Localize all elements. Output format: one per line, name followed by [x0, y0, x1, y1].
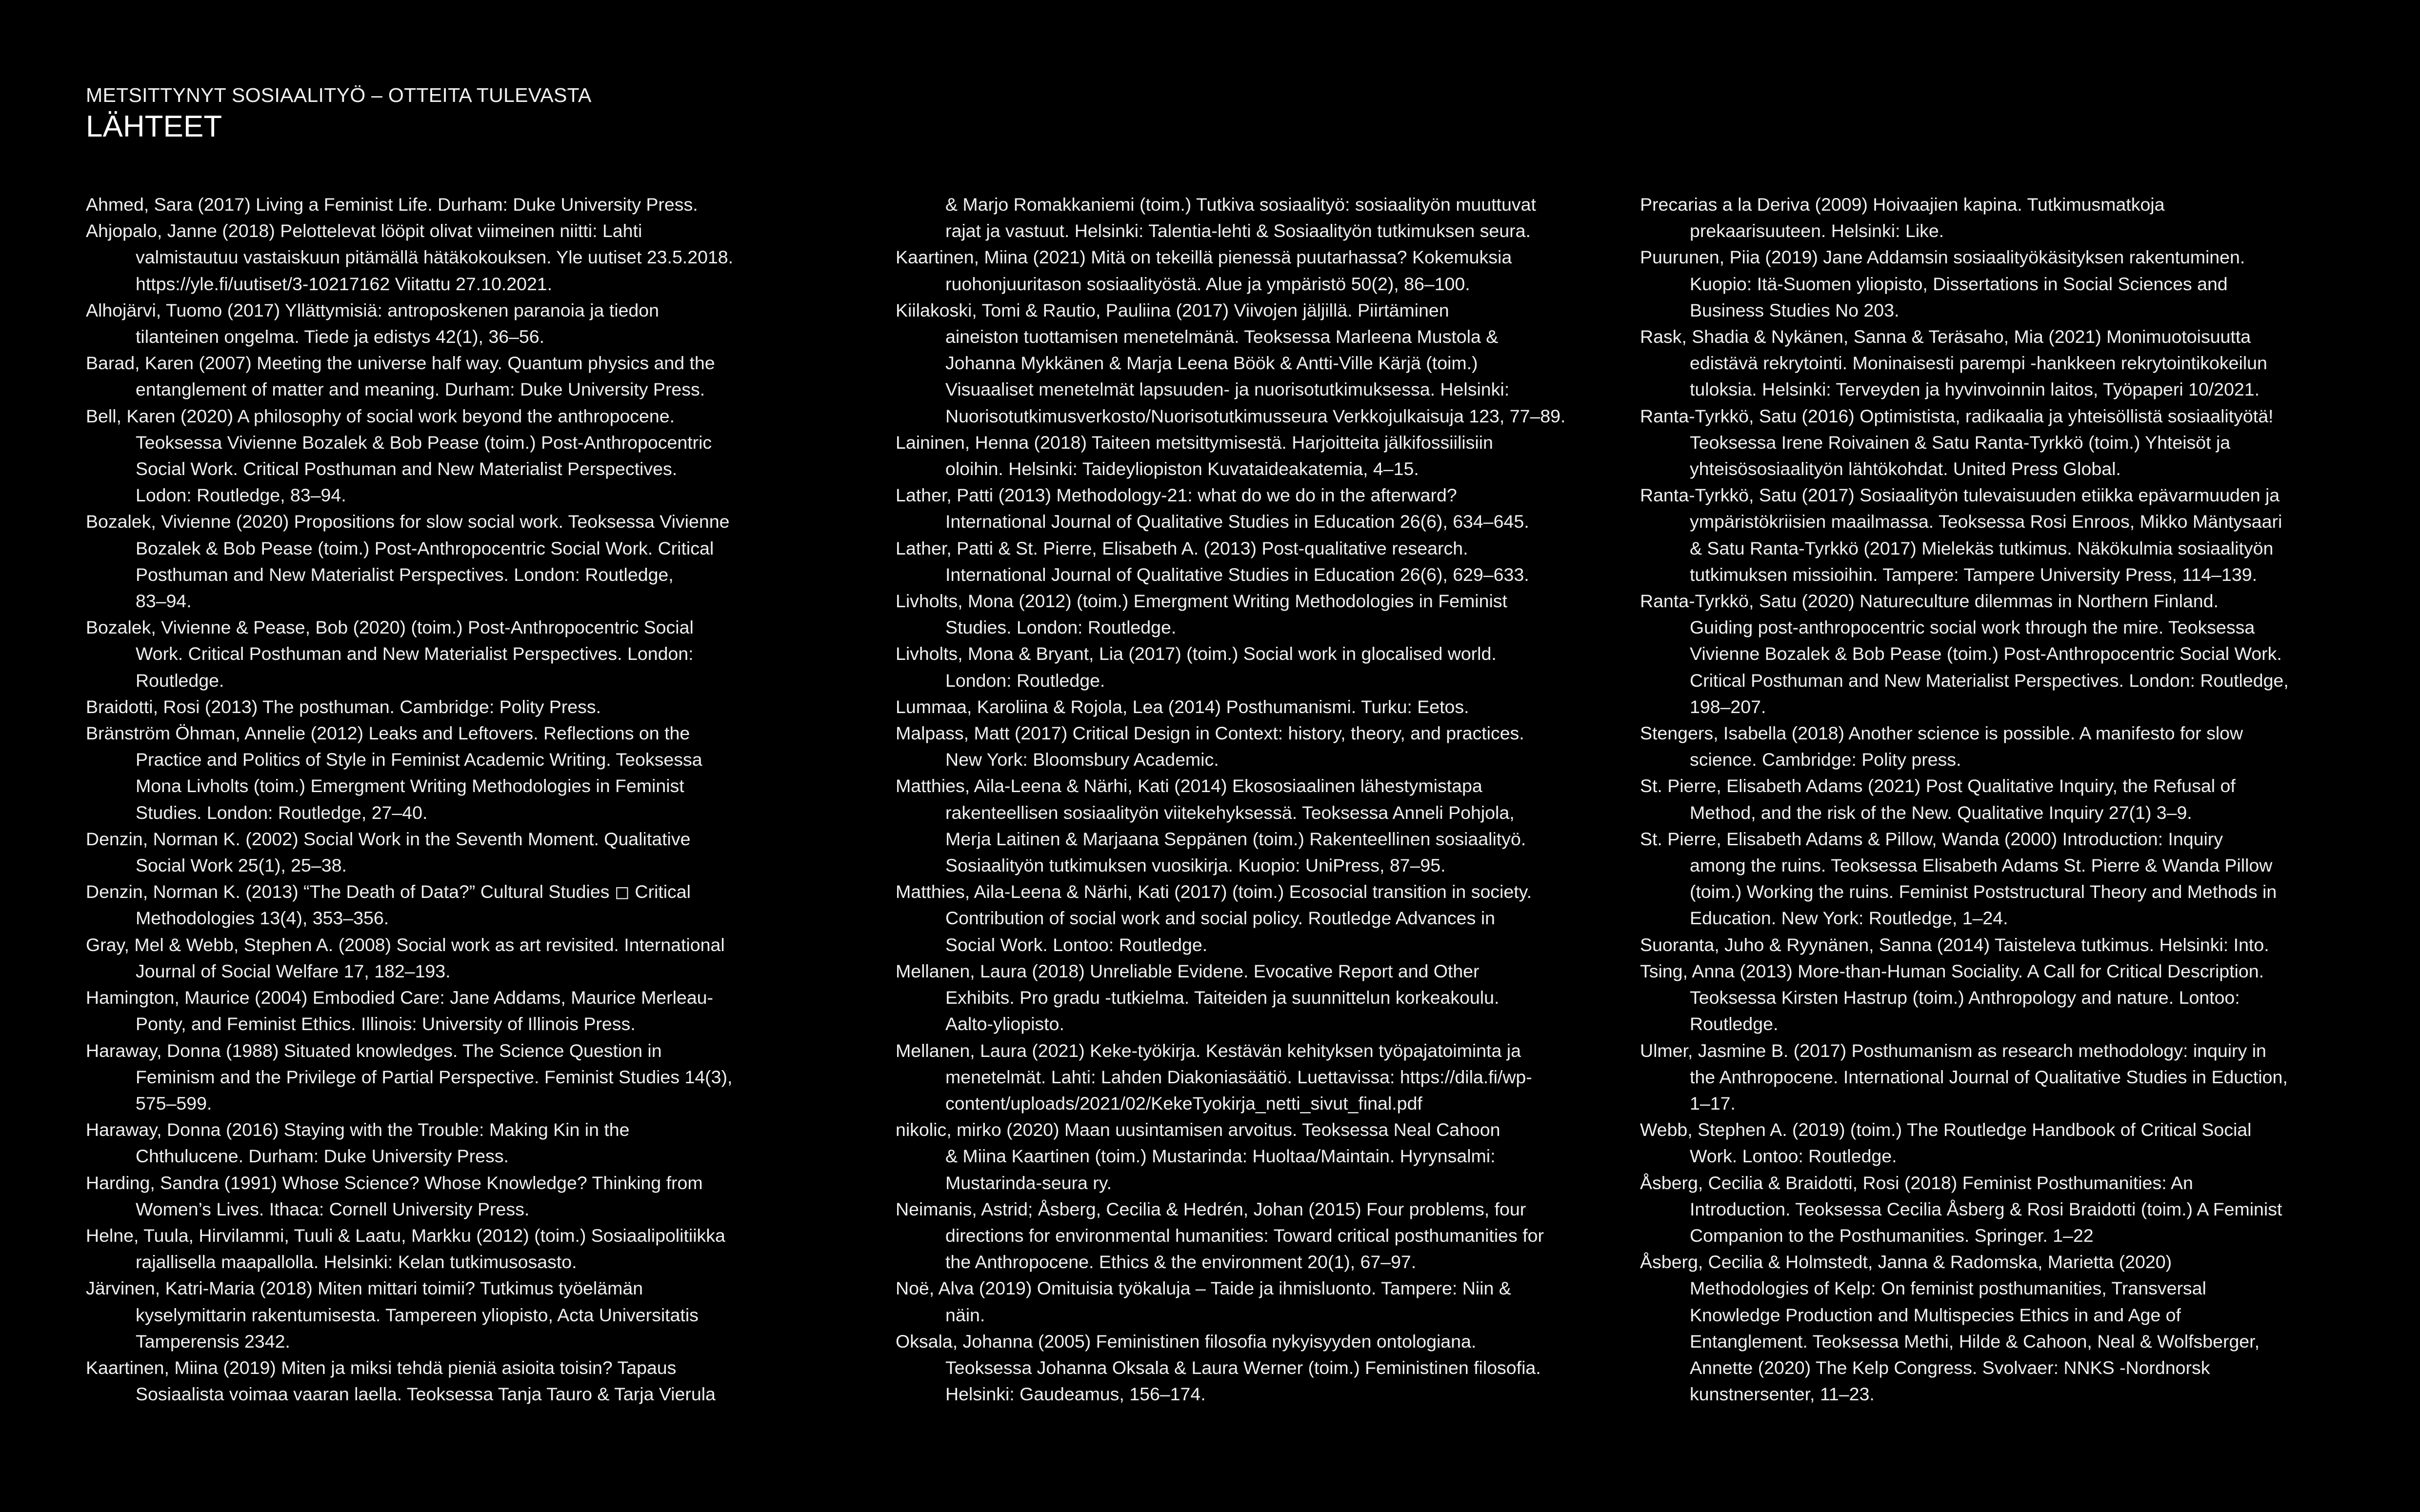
reference-entry: Åsberg, Cecilia & Holmstedt, Janna & Radomska, Marietta (2020) Methodologies of Kelp: On feminist posthumanities, Transversal Knowledge Production and Multispecies Ethics in and Age of Entanglement. Teoksessa Methi, Hilde & Cahoon, Neal & Wolfsberger, Annette (2020) The Kelp Congress. Svolvaer: NNKS -Nordnorsk kunstnersenter, 11–23.: [1640, 1252, 2260, 1405]
reference-entry: Harding, Sandra (1991) Whose Science? Whose Knowledge? Thinking from Women’s Lives. Ithaca: Cornell University Press.: [86, 1172, 703, 1219]
reference-entry: Stengers, Isabella (2018) Another science is possible. A manifesto for slow science. Cambridge: Polity press.: [1640, 723, 2243, 770]
reference-entry: nikolic, mirko (2020) Maan uusintamisen arvoitus. Teoksessa Neal Cahoon & Miina Kaartinen (toim.) Mustarinda: Huoltaa/Maintain. Hyrynsalmi: Mustarinda-seura ry.: [896, 1119, 1500, 1193]
reference-entry: Laininen, Henna (2018) Taiteen metsittymisestä. Harjoitteita jälkifossiilisiin oloihin. Helsinki: Taideyliopiston Kuvataideakatemia, 4–15.: [896, 432, 1493, 479]
reference-entry: St. Pierre, Elisabeth Adams (2021) Post Qualitative Inquiry, the Refusal of Method, and the risk of the New. Qualitative Inquiry 27(1) 3–9.: [1640, 776, 2236, 823]
reference-entry: Bell, Karen (2020) A philosophy of social work beyond the anthropocene. Teoksessa Vivienne Bozalek & Bob Pease (toim.) Post-Anthropocentric Social Work. Critical Posthuman and New Materialist Perspectives. Lodon: Routledge, 83–94.: [86, 405, 712, 506]
reference-entry: St. Pierre, Elisabeth Adams & Pillow, Wanda (2000) Introduction: Inquiry among the ruins. Teoksessa Elisabeth Adams St. Pierre & Wanda Pillow (toim.) Working the ruins. Feminist Poststructural Theory and Methods in Education. New York: Routledge, 1–24.: [1640, 828, 2277, 929]
reference-entry: Ranta-Tyrkkö, Satu (2016) Optimistista, radikaalia ja yhteisöllistä sosiaalityötä! Teoksessa Irene Roivainen & Satu Ranta-Tyrkkö (toim.) Yhteisöt ja yhteisösosiaalityön lähtökohdat. United Press Global.: [1640, 405, 2274, 479]
reference-entry: Lather, Patti (2013) Methodology-21: what do we do in the afterward? International Journal of Qualitative Studies in Education 26(6), 634–645.: [896, 485, 1529, 532]
reference-entry: Ranta-Tyrkkö, Satu (2017) Sosiaalityön tulevaisuuden etiikka epävarmuuden ja ympäristökriisien maailmassa. Teoksessa Rosi Enroos, Mikko Mäntysaari & Satu Ranta-Tyrkkö (2017) Mielekäs tutkimus. Näkökulmia sosiaalityön tutkimuksen missioihin. Tampere: Tampere University Press, 114–139.: [1640, 485, 2282, 585]
reference-entry: Matthies, Aila-Leena & Närhi, Kati (2017) (toim.) Ecosocial transition in society. Contribution of social work and social policy. Routledge Advances in Social Work. Lontoo: Routledge.: [896, 881, 1532, 955]
reference-entry: Alhojärvi, Tuomo (2017) Yllättymisiä: antroposkenen paranoia ja tiedon tilanteinen ongelma. Tiede ja edistys 42(1), 36–56.: [86, 299, 659, 347]
reference-entry: Webb, Stephen A. (2019) (toim.) The Routledge Handbook of Critical Social Work. Lontoo: Routledge.: [1640, 1119, 2252, 1167]
reference-entry: Ahjopalo, Janne (2018) Pelottelevat lööpit olivat viimeinen niitti: Lahti valmistautuu vastaiskuun pitämällä hätäkokouksen. Yle uutiset 23.5.2018. https://yle.fi/uutiset/3-10217162 Viitattu 27.10.2021.: [86, 220, 734, 294]
reference-entry: Ranta-Tyrkkö, Satu (2020) Natureculture dilemmas in Northern Finland. Guiding post-anthropocentric social work through the mire. Teoksessa Vivienne Bozalek & Bob Pease (toim.) Post-Anthropocentric Social Work. Critical Posthuman and New Materialist Perspectives. London: Routledge, 198–207.: [1640, 591, 2289, 717]
reference-entry: Neimanis, Astrid; Åsberg, Cecilia & Hedrén, Johan (2015) Four problems, four directions for environmental humanities: Toward critical posthumanities for the Anthropocene. Ethics & the environment 20(1), 67–97.: [896, 1198, 1544, 1273]
reference-entry: Mellanen, Laura (2021) Keke-työkirja. Kestävän kehityksen työpajatoiminta ja menetelmät. Lahti: Lahden Diakoniasäätiö. Luettavissa: https://dila.fi/wp- content/uploads/2021/02/KekeTyokirja_netti_sivut_final.pdf: [896, 1040, 1532, 1114]
reference-entry: Bränström Öhman, Annelie (2012) Leaks and Leftovers. Reflections on the Practice and Politics of Style in Feminist Academic Writing. Teoksessa Mona Livholts (toim.) Emergment Writing Methodologies in Feminist Studies. London: Routledge, 27–40.: [86, 723, 702, 823]
reference-entry: Ahmed, Sara (2017) Living a Feminist Life. Durham: Duke University Press.: [86, 194, 698, 215]
reference-entry: Lather, Patti & St. Pierre, Elisabeth A. (2013) Post-qualitative research. International Journal of Qualitative Studies in Education 26(6), 629–633.: [896, 537, 1529, 585]
reference-entry: Denzin, Norman K. (2002) Social Work in the Seventh Moment. Qualitative Social Work 25(1), 25–38.: [86, 828, 691, 876]
reference-entry: Matthies, Aila-Leena & Närhi, Kati (2014) Ekososiaalinen lähestymistapa rakenteellisen sosiaalityön viitekehyksessä. Teoksessa Anneli Pohjola, Merja Laitinen & Marjaana Seppänen (toim.) Rakenteellinen sosiaalityö. Sosiaalityön tutkimuksen vuosikirja. Kuopio: UniPress, 87–95.: [896, 776, 1526, 876]
reference-entry: Järvinen, Katri-Maria (2018) Miten mittari toimii? Tutkimus työelämän kyselymittarin rakentumisesta. Tampereen yliopisto, Acta Universitatis Tamperensis 2342.: [86, 1278, 699, 1352]
reference-entry: Malpass, Matt (2017) Critical Design in Context: history, theory, and practices. New York: Bloomsbury Academic.: [896, 723, 1524, 770]
references-column-2: [896, 191, 1603, 1407]
page-header: [86, 82, 592, 145]
references-column-3: [1640, 191, 2352, 1407]
reference-entry: Kiilakoski, Tomi & Rautio, Pauliina (2017) Viivojen jäljillä. Piirtäminen aineiston tuottamisen menetelmänä. Teoksessa Marleena Mustola & Johanna Mykkänen & Marja Leena Böök & Antti-Ville Kärjä (toim.) Visuaaliset menetelmät lapsuuden- ja nuorisotutkimuksessa. Helsinki: Nuorisotutkimusverkosto/Nuorisotutkimusseura Verkkojulkaisuja 123, 77–89.: [896, 299, 1566, 426]
reference-entry: Tsing, Anna (2013) More-than-Human Sociality. A Call for Critical Description. Teoksessa Kirsten Hastrup (toim.) Anthropology and nature. Lontoo: Routledge.: [1640, 960, 2264, 1035]
reference-entry: Puurunen, Piia (2019) Jane Addamsin sosiaalityökäsityksen rakentuminen. Kuopio: Itä-Suomen yliopisto, Dissertations in Social Sciences and Business Studies No 203.: [1640, 247, 2245, 320]
reference-entry: Mellanen, Laura (2018) Unreliable Evidene. Evocative Report and Other Exhibits. Pro gradu -tutkielma. Taiteiden ja suunnittelun korkeakoulu. Aalto-yliopisto.: [896, 960, 1500, 1035]
reference-entry: Hamington, Maurice (2004) Embodied Care: Jane Addams, Maurice Merleau- Ponty, and Feminist Ethics. Illinois: University of Illinois Press.: [86, 987, 714, 1035]
reference-entry: Haraway, Donna (2016) Staying with the Trouble: Making Kin in the Chthulucene. Durham: Duke University Press.: [86, 1119, 630, 1167]
reference-entry: Oksala, Johanna (2005) Feministinen filosofia nykyisyyden ontologiana. Teoksessa Johanna Oksala & Laura Werner (toim.) Feministinen filosofia. Helsinki: Gaudeamus, 156–174.: [896, 1331, 1541, 1405]
reference-entry: Bozalek, Vivienne & Pease, Bob (2020) (toim.) Post-Anthropocentric Social Work. Critical Posthuman and New Materialist Perspectives. London: Routledge.: [86, 617, 694, 691]
section-kicker: METSITTYNYT SOSIAALITYÖ – OTTEITA TULEVASTA: [86, 84, 592, 106]
reference-entry: Suoranta, Juho & Ryynänen, Sanna (2014) Taisteleva tutkimus. Helsinki: Into.: [1640, 934, 2269, 955]
reference-entry: Kaartinen, Miina (2019) Miten ja miksi tehdä pieniä asioita toisin? Tapaus Sosiaalista voimaa vaaran laella. Teoksessa Tanja Tauro & Tarja Vierula: [86, 1357, 716, 1405]
reference-entry: Helne, Tuula, Hirvilammi, Tuuli & Laatu, Markku (2012) (toim.) Sosiaalipolitiikka rajallisella maapallolla. Helsinki: Kelan tutkimusosasto.: [86, 1225, 725, 1273]
reference-entry-continued: & Marjo Romakkaniemi (toim.) Tutkiva sosiaalityö: sosiaalityön muuttuvat rajat ja vastuut. Helsinki: Talentia-lehti & Sosiaalityön tutkimuksen seura.: [945, 194, 1536, 241]
reference-entry: Lummaa, Karoliina & Rojola, Lea (2014) Posthumanismi. Turku: Eetos.: [896, 696, 1469, 717]
references-column-1: [86, 191, 788, 1407]
reference-entry: Precarias a la Deriva (2009) Hoivaajien kapina. Tutkimusmatkoja prekaarisuuteen. Helsinki: Like.: [1640, 194, 2165, 241]
reference-entry: Gray, Mel & Webb, Stephen A. (2008) Social work as art revisited. International Journal of Social Welfare 17, 182–193.: [86, 934, 725, 981]
reference-entry: Noë, Alva (2019) Omituisia työkaluja – Taide ja ihmisluonto. Tampere: Niin & näin.: [896, 1278, 1511, 1325]
reference-entry: Livholts, Mona & Bryant, Lia (2017) (toim.) Social work in glocalised world. London: Routledge.: [896, 643, 1497, 691]
reference-entry: Denzin, Norman K. (2013) “The Death of Data?” Cultural Studies ◻ Critical Methodologies 13(4), 353–356.: [86, 881, 691, 929]
reference-entry: Ulmer, Jasmine B. (2017) Posthumanism as research methodology: inquiry in the Anthropocene. International Journal of Qualitative Studies in Eduction, 1–17.: [1640, 1040, 2288, 1114]
reference-entry: Rask, Shadia & Nykänen, Sanna & Teräsaho, Mia (2021) Monimuotoisuutta edistävä rekrytointi. Moninaisesti parempi -hankkeen rekrytointikokeilun tuloksia. Helsinki: Terveyden ja hyvinvoinnin laitos, Työpaperi 10/2021.: [1640, 326, 2267, 400]
reference-entry: Livholts, Mona (2012) (toim.) Emergment Writing Methodologies in Feminist Studies. London: Routledge.: [896, 591, 1507, 638]
reference-entry: Barad, Karen (2007) Meeting the universe half way. Quantum physics and the entanglement of matter and meaning. Durham: Duke University Press.: [86, 353, 715, 400]
reference-entry: Bozalek, Vivienne (2020) Propositions for slow social work. Teoksessa Vivienne Bozalek & Bob Pease (toim.) Post-Anthropocentric Social Work. Critical Posthuman and New Materialist Perspectives. London: Routledge, 83–94.: [86, 511, 730, 612]
page-title: LÄHTEET: [86, 110, 222, 143]
reference-entry: Haraway, Donna (1988) Situated knowledges. The Science Question in Feminism and the Privilege of Partial Perspective. Feminist Studies 14(3), 575–599.: [86, 1040, 733, 1114]
reference-entry: Åsberg, Cecilia & Braidotti, Rosi (2018) Feminist Posthumanities: An Introduction. Teoksessa Cecilia Åsberg & Rosi Braidotti (toim.) A Feminist Companion to the Posthumanities. Springer. 1–22: [1640, 1172, 2282, 1246]
reference-entry: Braidotti, Rosi (2013) The posthuman. Cambridge: Polity Press.: [86, 696, 601, 717]
reference-entry: Kaartinen, Miina (2021) Mitä on tekeillä pienessä puutarhassa? Kokemuksia ruohonjuuritason sosiaalityöstä. Alue ja ympäristö 50(2), 86–100.: [896, 247, 1512, 294]
